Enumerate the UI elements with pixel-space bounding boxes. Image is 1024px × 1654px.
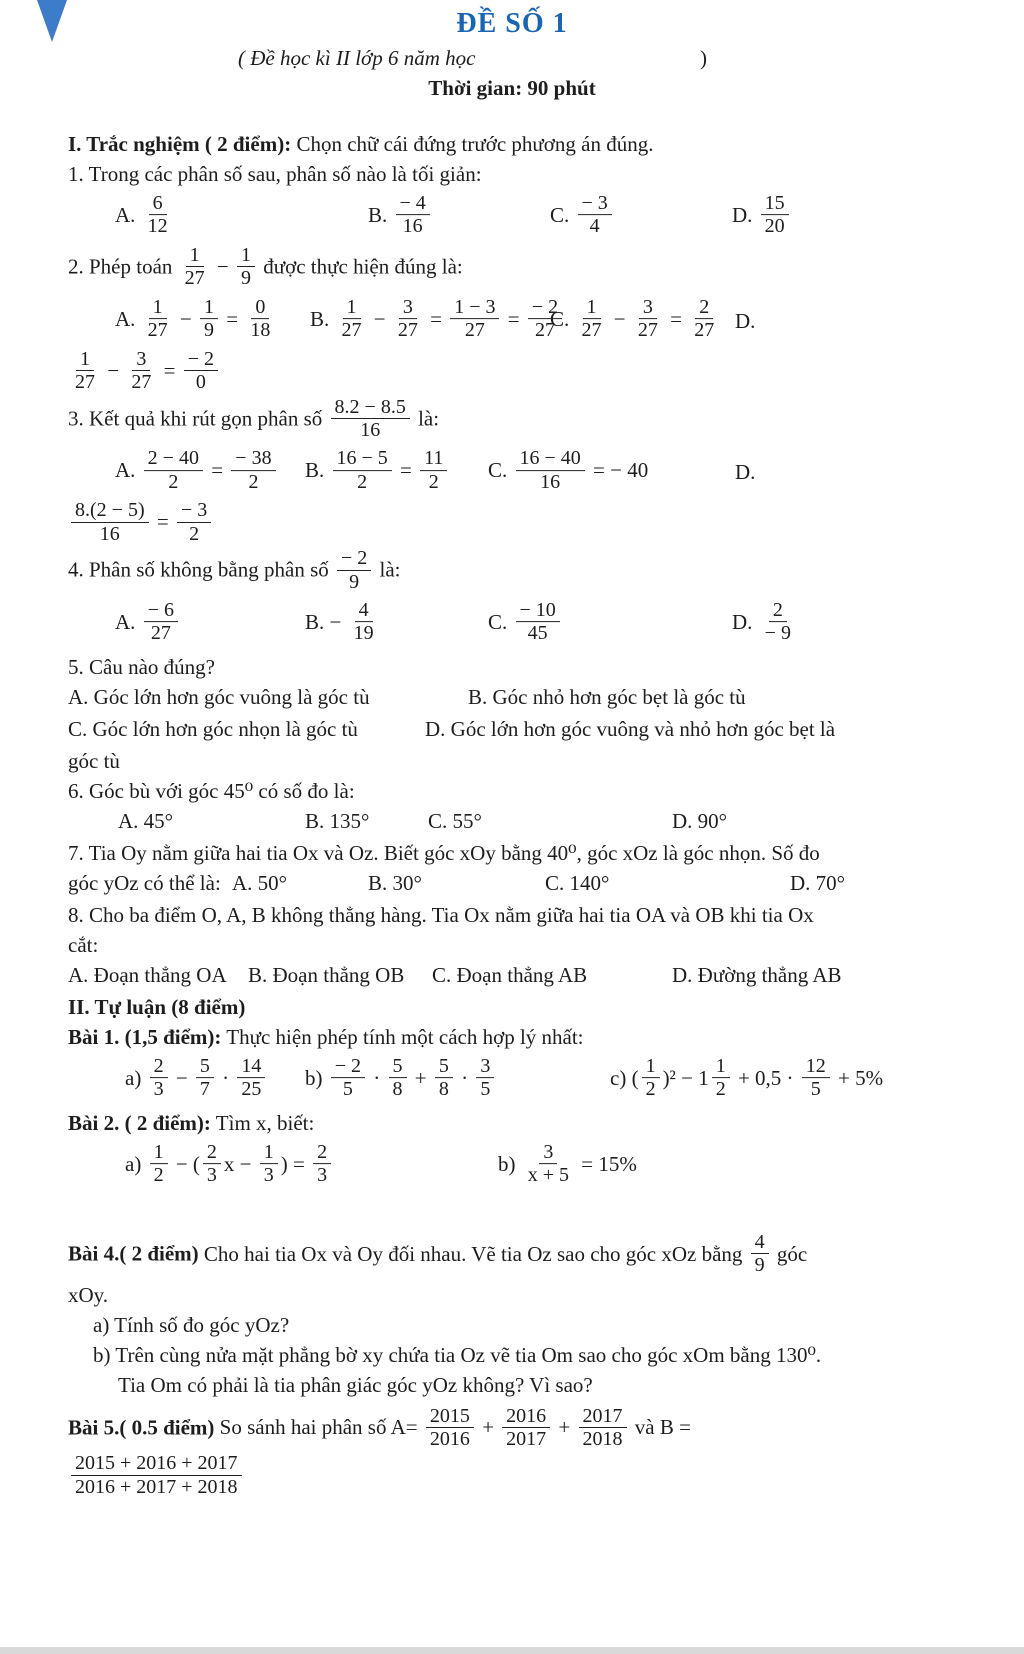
q5-stem: 5. Câu nào đúng? bbox=[68, 654, 215, 679]
page-title: ĐỀ SỐ 1 bbox=[456, 8, 568, 39]
bai2-heading-label: Bài 2. ( 2 điểm): bbox=[68, 1110, 211, 1135]
bai2-items bbox=[68, 1139, 954, 1193]
q4-stem: 4. Phân số không bằng phân số $\frac{- 2}{9}$ là: bbox=[68, 547, 401, 593]
scan-bottom-edge bbox=[0, 1647, 1024, 1654]
exam-header bbox=[0, 0, 1024, 102]
q5-option-b: B. Góc nhỏ hơn góc bẹt là góc tù bbox=[468, 684, 746, 709]
q1-option-d: D. $\frac{15}{20}$ bbox=[732, 194, 792, 240]
q1-option-c: C. $\frac{- 3}{4}$ bbox=[550, 194, 615, 240]
subtitle-text: ( Đề học kì II lớp 6 năm học bbox=[238, 46, 476, 70]
exam-duration: Thời gian: 90 phút bbox=[428, 76, 596, 100]
q3-option-c: C. $\frac{16 - 40}{16}$ = − 40 bbox=[488, 447, 649, 493]
q4-option-d: D. $\frac{2}{- 9}$ bbox=[732, 599, 791, 645]
exam-body bbox=[0, 102, 1024, 1500]
bai1-items bbox=[68, 1053, 954, 1107]
q7-option-a: A. 50° bbox=[232, 870, 288, 895]
q3-option-a: A. $\frac{2 - 40}{2}$ = $\frac{- 38}{2}$ bbox=[115, 449, 279, 495]
bai4-item-b: b) Trên cùng nửa mặt phẳng bờ xy chứa tia Oz vẽ tia Om sao cho góc xOm bằng 130⁰. bbox=[93, 1342, 822, 1367]
q8-stem-line1: 8. Cho ba điểm O, A, B không thẳng hàng. Tia Ox nằm giữa hai tia OA và OB khi tia Ox bbox=[68, 902, 814, 927]
q7-option-b: B. 30° bbox=[368, 870, 422, 895]
q8-options bbox=[68, 961, 954, 991]
bai4-item-b-continuation: Tia Om có phải là tia phân giác góc yOz không? Vì sao? bbox=[118, 1372, 593, 1397]
q2-options bbox=[68, 294, 954, 348]
subtitle-close-paren: ) bbox=[700, 46, 707, 70]
bai2-item-b: b) $\frac{3}{x + 5}$ = 15% bbox=[498, 1141, 637, 1187]
q6-option-b: B. 135° bbox=[305, 808, 370, 833]
q6-option-a: A. 45° bbox=[118, 808, 174, 833]
q3-option-b: B. $\frac{16 - 5}{2}$ = $\frac{11}{2}$ bbox=[305, 449, 450, 495]
bai4-line2: xOy. bbox=[68, 1282, 109, 1307]
q7-stem-line2: góc yOz có thể là: bbox=[68, 870, 221, 895]
q8-option-b: B. Đoạn thẳng OB bbox=[248, 962, 405, 987]
bai1-item-c: c) ( $\frac{1}{2}$ )² − 1 $\frac{1}{2}$ + 0,5 · $\frac{12}{5}$ + 5% bbox=[610, 1055, 884, 1101]
q4-options bbox=[68, 597, 954, 651]
q1-option-a: A. $\frac{6}{12}$ bbox=[115, 192, 168, 238]
q4-option-a: A. $\frac{- 6}{27}$ bbox=[115, 601, 181, 647]
q3-stem: 3. Kết quả khi rút gọn phân số $\frac{8.2 - 8.5}{16}$ là: bbox=[68, 395, 440, 441]
q1-stem: 1. Trong các phân số sau, phân số nào là tối giản: bbox=[68, 162, 482, 186]
bai2-heading bbox=[68, 1109, 954, 1137]
q2-option-d-continuation: $\frac{1}{27}$ − $\frac{3}{27}$ = $\frac{- 2}{0}$ bbox=[68, 350, 954, 396]
q1-option-b: B. $\frac{- 4}{16}$ bbox=[368, 194, 433, 240]
bai5-fraction-line: $\frac{2015 + 2016 + 2017}{2016 + 2017 + 2018}$ bbox=[68, 1454, 954, 1500]
bai4-item-a: a) Tính số đo góc yOz? bbox=[93, 1312, 290, 1337]
bai1-heading bbox=[68, 1023, 954, 1051]
q5-option-d-continuation: góc tù bbox=[68, 748, 120, 773]
bai1-item-a: a) $\frac{2}{3}$ − $\frac{5}{7}$ · $\frac{14}{25}$ bbox=[125, 1057, 268, 1103]
bai1-heading-label: Bài 1. (1,5 điểm): bbox=[68, 1024, 222, 1049]
q4-option-c: C. $\frac{- 10}{45}$ bbox=[488, 601, 563, 647]
bai1-heading-text: Thực hiện phép tính một cách hợp lý nhất: bbox=[221, 1024, 584, 1049]
bai5-heading-text: So sánh hai phân số A= $\frac{2015}{2016}$ + $\frac{2016}{2017}$ + $\frac{2017}{2018}$ và B = bbox=[214, 1404, 691, 1451]
q2-stem: 2. Phép toán $\frac{1}{27}$ − $\frac{1}{9}$ được thực hiện đúng là: bbox=[68, 244, 463, 290]
q5-option-c: C. Góc lớn hơn góc nhọn là góc tù bbox=[68, 716, 358, 741]
q4-option-b: B. − $\frac{4}{19}$ bbox=[305, 599, 374, 645]
q5-options-cd bbox=[68, 715, 954, 745]
q8-option-a: A. Đoạn thẳng OA bbox=[68, 962, 227, 987]
section1-heading bbox=[68, 130, 954, 158]
q8-option-c: C. Đoạn thẳng AB bbox=[432, 962, 588, 987]
q3-option-d-label: D. bbox=[735, 460, 756, 485]
q6-option-c: C. 55° bbox=[428, 808, 482, 833]
q5-options-ab bbox=[68, 683, 954, 713]
bai5-heading-label: Bài 5.( 0.5 điểm) bbox=[68, 1415, 215, 1440]
section2-heading-label: II. Tự luận (8 điểm) bbox=[68, 994, 246, 1019]
exam-subtitle bbox=[0, 44, 1024, 72]
q2-option-a: A. $\frac{1}{27}$ − $\frac{1}{9}$ = $\frac{0}{18}$ bbox=[115, 295, 271, 342]
section1-heading-label: I. Trắc nghiệm ( 2 điểm): bbox=[68, 132, 292, 156]
q3-option-d-continuation: $\frac{8.(2 - 5)}{16}$ = $\frac{- 3}{2}$ bbox=[68, 501, 954, 547]
q1-options bbox=[68, 190, 954, 244]
q8-stem-line2: cắt: bbox=[68, 932, 99, 957]
q5-option-a: A. Góc lớn hơn góc vuông là góc tù bbox=[68, 684, 370, 709]
section2-heading bbox=[68, 993, 954, 1021]
q7-stem-line1: 7. Tia Oy nằm giữa hai tia Ox và Oz. Biết góc xOy bằng 40⁰, góc xOz là góc nhọn. Số đo bbox=[68, 840, 820, 865]
bai4-heading bbox=[68, 1230, 954, 1279]
q8-option-d: D. Đường thẳng AB bbox=[672, 962, 842, 987]
bai1-item-b: b) $\frac{- 2}{5}$ · $\frac{5}{8}$ + $\frac{5}{8}$ · $\frac{3}{5}$ bbox=[305, 1057, 497, 1103]
q5-option-d: D. Góc lớn hơn góc vuông và nhỏ hơn góc bẹt là bbox=[425, 716, 836, 741]
q3-options bbox=[68, 445, 954, 499]
bai2-heading-text: Tìm x, biết: bbox=[210, 1110, 315, 1135]
bai2-item-a: a) $\frac{1}{2}$ − ( $\frac{2}{3}$ x − $\frac{1}{3}$ ) = $\frac{2}{3}$ bbox=[125, 1143, 334, 1189]
q7-line2 bbox=[68, 869, 954, 899]
q7-option-d: D. 70° bbox=[790, 870, 846, 895]
page-corner-icon bbox=[37, 0, 67, 42]
q6-stem: 6. Góc bù với góc 45⁰ có số đo là: bbox=[68, 778, 355, 803]
bai4-heading-label: Bài 4.( 2 điểm) bbox=[68, 1241, 199, 1266]
q6-options bbox=[68, 807, 954, 837]
q2-option-b: B. $\frac{1}{27}$ − $\frac{3}{27}$ = $\frac{1 - 3}{27}$ = $\frac{- 2}{27}$ bbox=[310, 298, 565, 344]
q7-option-c: C. 140° bbox=[545, 870, 610, 895]
q6-option-d: D. 90° bbox=[672, 808, 728, 833]
bai4-heading-text: Cho hai tia Ox và Oy đối nhau. Vẽ tia Oz sao cho góc xOz bằng $\frac{4}{9}$ góc bbox=[198, 1230, 808, 1277]
section1-heading-text: Chọn chữ cái đứng trước phương án đúng. bbox=[291, 132, 654, 156]
q2-option-c: C. $\frac{1}{27}$ − $\frac{3}{27}$ = $\frac{2}{27}$ bbox=[550, 295, 715, 342]
bai5-heading bbox=[68, 1404, 954, 1453]
q2-option-d-label: D. bbox=[735, 308, 756, 333]
